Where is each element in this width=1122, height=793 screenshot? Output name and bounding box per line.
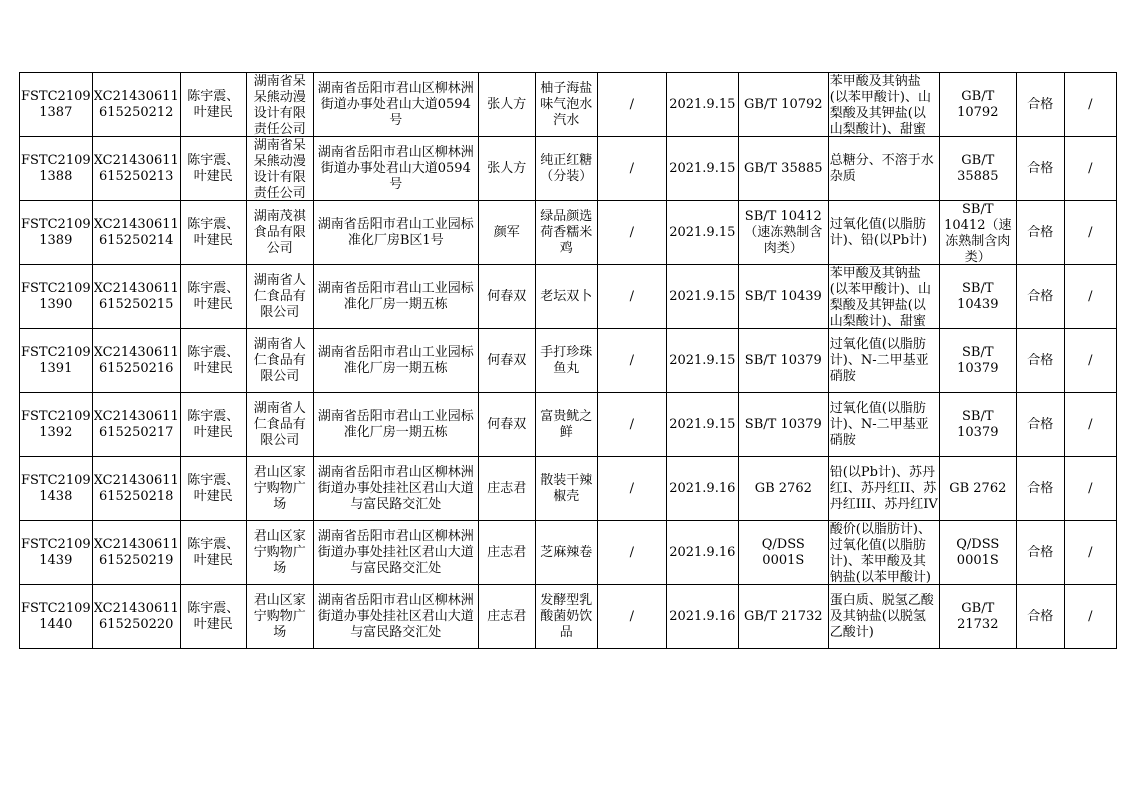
company-cell: [246, 585, 313, 649]
sample-id-text: FSTC2109 1389: [21, 216, 91, 248]
company-cell: [246, 393, 313, 457]
method-text: SB/T 10379: [957, 344, 999, 376]
sampler-cell: [180, 137, 246, 201]
address-text: 湖南省岳阳市君山区柳林洲街道办事处君山大道0594号: [317, 144, 474, 192]
date-cell: [666, 329, 738, 393]
result-text: 合格: [1027, 544, 1054, 560]
product-cell: [535, 201, 597, 265]
contact-text: 何春双: [487, 352, 527, 368]
standard-text: SB/T 10439: [744, 288, 822, 304]
remark-cell: [1064, 585, 1116, 649]
sampler-text: 陈宇震、 叶建民: [187, 152, 240, 184]
inspection-results-table: [19, 72, 1117, 649]
product-cell: [535, 329, 597, 393]
test-items-cell: [828, 137, 939, 201]
result-text: 合格: [1027, 224, 1054, 240]
sample-id-text: FSTC2109 1390: [21, 280, 91, 312]
test-items-text: 过氧化值(以脂肪计)、N-二甲基亚硝胺: [829, 400, 929, 448]
company-cell: [246, 329, 313, 393]
company-cell: [246, 457, 313, 521]
date-cell: [666, 393, 738, 457]
table-row: [20, 137, 1117, 201]
remark-text: /: [1088, 480, 1093, 496]
contact-cell: [478, 393, 535, 457]
spec-text: /: [629, 480, 634, 496]
date-cell: [666, 137, 738, 201]
date-text: 2021.9.15: [669, 352, 736, 368]
result-text: 合格: [1027, 416, 1054, 432]
standard-cell: [738, 137, 828, 201]
method-text: SB/T 10439: [957, 280, 999, 312]
task-id-text: XC21430611 615250219: [93, 536, 179, 568]
remark-text: /: [1088, 96, 1093, 112]
date-text: 2021.9.16: [669, 480, 736, 496]
task-id-cell: [92, 521, 180, 585]
date-cell: [666, 73, 738, 137]
standard-text: SB/T 10379: [744, 416, 822, 432]
product-cell: [535, 73, 597, 137]
standard-cell: [738, 521, 828, 585]
remark-cell: [1064, 137, 1116, 201]
method-cell: [939, 585, 1016, 649]
method-text: GB/T 10792: [957, 88, 999, 120]
standard-cell: [738, 329, 828, 393]
remark-text: /: [1088, 288, 1093, 304]
sample-id-cell: [20, 265, 93, 329]
remark-cell: [1064, 329, 1116, 393]
sample-id-text: FSTC2109 1439: [21, 536, 91, 568]
contact-text: 庄志君: [487, 608, 527, 624]
spec-cell: [597, 73, 666, 137]
task-id-cell: [92, 329, 180, 393]
spec-text: /: [629, 224, 634, 240]
table-row: [20, 201, 1117, 265]
task-id-text: XC21430611 615250218: [93, 472, 179, 504]
sampler-cell: [180, 393, 246, 457]
standard-cell: [738, 457, 828, 521]
address-text: 湖南省岳阳市君山工业园标准化厂房一期五栋: [317, 280, 474, 312]
address-text: 湖南省岳阳市君山区柳林洲街道办事处挂社区君山大道与富民路交汇处: [317, 464, 474, 512]
product-text: 手打珍珠鱼丸: [540, 344, 593, 376]
date-text: 2021.9.15: [669, 96, 736, 112]
contact-cell: [478, 585, 535, 649]
spec-cell: [597, 457, 666, 521]
test-items-cell: [828, 201, 939, 265]
sample-id-text: FSTC2109 1440: [21, 600, 91, 632]
task-id-text: XC21430611 615250213: [93, 152, 179, 184]
result-cell: [1016, 265, 1064, 329]
contact-text: 张人方: [487, 96, 527, 112]
method-text: Q/DSS 0001S: [956, 536, 1000, 568]
remark-text: /: [1088, 160, 1093, 176]
company-cell: [246, 73, 313, 137]
sample-id-cell: [20, 73, 93, 137]
spec-cell: [597, 265, 666, 329]
sampler-text: 陈宇震、 叶建民: [187, 536, 240, 568]
spec-cell: [597, 521, 666, 585]
company-text: 君山区家宁购物广场: [253, 464, 306, 512]
spec-text: /: [629, 160, 634, 176]
method-text: SB/T 10412（速冻熟制含肉类）: [944, 201, 1012, 264]
date-text: 2021.9.15: [669, 416, 736, 432]
company-cell: [246, 201, 313, 265]
sample-id-cell: [20, 585, 93, 649]
date-cell: [666, 201, 738, 265]
address-cell: [313, 457, 478, 521]
sampler-cell: [180, 201, 246, 265]
sample-id-text: FSTC2109 1387: [21, 88, 91, 120]
date-text: 2021.9.16: [669, 544, 736, 560]
sampler-cell: [180, 457, 246, 521]
sampler-cell: [180, 265, 246, 329]
result-cell: [1016, 457, 1064, 521]
result-cell: [1016, 329, 1064, 393]
standard-cell: [738, 265, 828, 329]
product-text: 散装干辣椒壳: [540, 472, 593, 504]
spec-text: /: [629, 288, 634, 304]
task-id-cell: [92, 265, 180, 329]
task-id-cell: [92, 457, 180, 521]
address-text: 湖南省岳阳市君山工业园标准化厂房一期五栋: [317, 408, 474, 440]
sampler-cell: [180, 585, 246, 649]
product-text: 芝麻辣卷: [540, 544, 593, 560]
spec-text: /: [629, 608, 634, 624]
address-cell: [313, 137, 478, 201]
spec-text: /: [629, 96, 634, 112]
company-cell: [246, 137, 313, 201]
spec-text: /: [629, 544, 634, 560]
date-text: 2021.9.16: [669, 608, 736, 624]
company-text: 君山区家宁购物广场: [253, 592, 306, 640]
task-id-cell: [92, 585, 180, 649]
remark-cell: [1064, 393, 1116, 457]
sampler-cell: [180, 329, 246, 393]
contact-text: 颜军: [493, 224, 520, 240]
test-items-text: 过氧化值(以脂肪计)、N-二甲基亚硝胺: [829, 336, 929, 384]
standard-text: Q/DSS 0001S: [761, 536, 805, 568]
product-text: 柚子海盐味气泡水汽水: [540, 80, 593, 128]
standard-cell: [738, 201, 828, 265]
result-text: 合格: [1027, 96, 1054, 112]
sampler-text: 陈宇震、 叶建民: [187, 216, 240, 248]
contact-cell: [478, 265, 535, 329]
sampler-text: 陈宇震、 叶建民: [187, 280, 240, 312]
contact-cell: [478, 457, 535, 521]
company-text: 湖南省呆呆熊动漫设计有限责任公司: [253, 137, 306, 200]
contact-cell: [478, 137, 535, 201]
table-row: [20, 265, 1117, 329]
date-cell: [666, 457, 738, 521]
method-cell: [939, 393, 1016, 457]
standard-text: GB/T 21732: [744, 608, 823, 624]
company-text: 湖南省人仁食品有限公司: [253, 336, 306, 384]
remark-text: /: [1088, 608, 1093, 624]
sampler-cell: [180, 73, 246, 137]
method-cell: [939, 329, 1016, 393]
address-text: 湖南省岳阳市君山区柳林洲街道办事处君山大道0594号: [317, 80, 474, 128]
result-cell: [1016, 73, 1064, 137]
standard-cell: [738, 585, 828, 649]
spec-cell: [597, 201, 666, 265]
company-text: 湖南茂祺食品有限公司: [253, 208, 306, 256]
spec-cell: [597, 137, 666, 201]
remark-text: /: [1088, 352, 1093, 368]
result-cell: [1016, 137, 1064, 201]
contact-cell: [478, 73, 535, 137]
task-id-cell: [92, 393, 180, 457]
address-cell: [313, 585, 478, 649]
test-items-text: 蛋白质、脱氢乙酸及其钠盐(以脱氢乙酸计): [829, 592, 934, 640]
sample-id-cell: [20, 201, 93, 265]
product-text: 绿品颜选荷香糯米鸡: [540, 208, 593, 256]
address-cell: [313, 265, 478, 329]
address-text: 湖南省岳阳市君山工业园标准化厂房一期五栋: [317, 344, 474, 376]
method-cell: [939, 137, 1016, 201]
sample-id-cell: [20, 329, 93, 393]
test-items-text: 过氧化值(以脂肪计)、铅(以Pb计): [829, 216, 928, 248]
test-items-cell: [828, 73, 939, 137]
result-text: 合格: [1027, 480, 1054, 496]
sample-id-cell: [20, 393, 93, 457]
result-text: 合格: [1027, 288, 1054, 304]
standard-cell: [738, 73, 828, 137]
spec-cell: [597, 393, 666, 457]
test-items-text: 苯甲酸及其钠盐(以苯甲酸计)、山梨酸及其钾盐(以山梨酸计)、甜蜜: [829, 73, 931, 136]
table-row: [20, 73, 1117, 137]
remark-cell: [1064, 73, 1116, 137]
address-text: 湖南省岳阳市君山区柳林洲街道办事处挂社区君山大道与富民路交汇处: [317, 592, 474, 640]
address-cell: [313, 521, 478, 585]
task-id-text: XC21430611 615250217: [93, 408, 179, 440]
sampler-text: 陈宇震、 叶建民: [187, 472, 240, 504]
remark-cell: [1064, 265, 1116, 329]
remark-cell: [1064, 201, 1116, 265]
table-row: [20, 521, 1117, 585]
task-id-text: XC21430611 615250215: [93, 280, 179, 312]
standard-text: GB/T 35885: [744, 160, 823, 176]
contact-cell: [478, 329, 535, 393]
date-cell: [666, 521, 738, 585]
company-text: 湖南省人仁食品有限公司: [253, 272, 306, 320]
task-id-text: XC21430611 615250216: [93, 344, 179, 376]
sampler-text: 陈宇震、 叶建民: [187, 344, 240, 376]
contact-text: 庄志君: [487, 480, 527, 496]
sampler-text: 陈宇震、 叶建民: [187, 600, 240, 632]
method-cell: [939, 265, 1016, 329]
test-items-cell: [828, 457, 939, 521]
standard-text: GB/T 10792: [744, 96, 823, 112]
product-cell: [535, 393, 597, 457]
test-items-text: 苯甲酸及其钠盐(以苯甲酸计)、山梨酸及其钾盐(以山梨酸计)、甜蜜: [829, 265, 931, 328]
task-id-text: XC21430611 615250220: [93, 600, 179, 632]
sampler-cell: [180, 521, 246, 585]
company-text: 君山区家宁购物广场: [253, 528, 306, 576]
sample-id-cell: [20, 137, 93, 201]
test-items-cell: [828, 521, 939, 585]
test-items-cell: [828, 585, 939, 649]
product-cell: [535, 137, 597, 201]
product-text: 纯正红糖（分装）: [540, 152, 593, 184]
product-cell: [535, 585, 597, 649]
task-id-cell: [92, 73, 180, 137]
contact-text: 何春双: [487, 288, 527, 304]
address-text: 湖南省岳阳市君山区柳林洲街道办事处挂社区君山大道与富民路交汇处: [317, 528, 474, 576]
result-cell: [1016, 585, 1064, 649]
task-id-text: XC21430611 615250214: [93, 216, 179, 248]
test-items-cell: [828, 393, 939, 457]
product-cell: [535, 521, 597, 585]
remark-cell: [1064, 521, 1116, 585]
address-cell: [313, 393, 478, 457]
method-text: GB/T 35885: [957, 152, 999, 184]
contact-cell: [478, 201, 535, 265]
sample-id-text: FSTC2109 1391: [21, 344, 91, 376]
company-text: 湖南省人仁食品有限公司: [253, 400, 306, 448]
standard-text: SB/T 10412（速冻熟制含肉类）: [744, 208, 823, 256]
product-text: 富贵鱿之鲜: [540, 408, 593, 440]
table-row: [20, 457, 1117, 521]
standard-cell: [738, 393, 828, 457]
spec-text: /: [629, 352, 634, 368]
remark-text: /: [1088, 416, 1093, 432]
company-text: 湖南省呆呆熊动漫设计有限责任公司: [253, 73, 306, 136]
task-id-cell: [92, 137, 180, 201]
method-cell: [939, 201, 1016, 265]
contact-text: 张人方: [487, 160, 527, 176]
method-cell: [939, 457, 1016, 521]
date-text: 2021.9.15: [669, 288, 736, 304]
company-cell: [246, 521, 313, 585]
task-id-cell: [92, 201, 180, 265]
address-cell: [313, 329, 478, 393]
sample-id-cell: [20, 457, 93, 521]
method-text: GB/T 21732: [957, 600, 999, 632]
sampler-text: 陈宇震、 叶建民: [187, 408, 240, 440]
spec-cell: [597, 329, 666, 393]
test-items-text: 总糖分、不溶于水杂质: [829, 152, 934, 184]
date-text: 2021.9.15: [669, 160, 736, 176]
address-cell: [313, 201, 478, 265]
company-cell: [246, 265, 313, 329]
test-items-text: 酸价(以脂肪计)、过氧化值(以脂肪计)、苯甲酸及其钠盐(以苯甲酸计): [829, 521, 931, 584]
product-cell: [535, 457, 597, 521]
result-cell: [1016, 393, 1064, 457]
result-cell: [1016, 201, 1064, 265]
test-items-cell: [828, 265, 939, 329]
product-text: 老坛双卜: [540, 288, 593, 304]
remark-text: /: [1088, 224, 1093, 240]
method-cell: [939, 73, 1016, 137]
table-row: [20, 393, 1117, 457]
sampler-text: 陈宇震、 叶建民: [187, 88, 240, 120]
method-cell: [939, 521, 1016, 585]
remark-text: /: [1088, 544, 1093, 560]
standard-text: SB/T 10379: [744, 352, 822, 368]
address-cell: [313, 73, 478, 137]
result-text: 合格: [1027, 160, 1054, 176]
standard-text: GB 2762: [754, 480, 812, 496]
address-text: 湖南省岳阳市君山工业园标准化厂房B区1号: [317, 216, 474, 248]
method-text: SB/T 10379: [957, 408, 999, 440]
date-text: 2021.9.15: [669, 224, 736, 240]
spec-cell: [597, 585, 666, 649]
sample-id-text: FSTC2109 1392: [21, 408, 91, 440]
product-text: 发酵型乳酸菌奶饮品: [540, 592, 593, 640]
remark-cell: [1064, 457, 1116, 521]
contact-text: 何春双: [487, 416, 527, 432]
spec-text: /: [629, 416, 634, 432]
contact-text: 庄志君: [487, 544, 527, 560]
method-text: GB 2762: [949, 480, 1007, 496]
date-cell: [666, 585, 738, 649]
sample-id-text: FSTC2109 1438: [21, 472, 91, 504]
test-items-cell: [828, 329, 939, 393]
task-id-text: XC21430611 615250212: [93, 88, 179, 120]
test-items-text: 铅(以Pb计)、苏丹红I、苏丹红II、苏丹红III、苏丹红IV: [829, 464, 938, 512]
contact-cell: [478, 521, 535, 585]
sample-id-cell: [20, 521, 93, 585]
result-cell: [1016, 521, 1064, 585]
product-cell: [535, 265, 597, 329]
table-row: [20, 585, 1117, 649]
table-row: [20, 329, 1117, 393]
result-text: 合格: [1027, 352, 1054, 368]
sample-id-text: FSTC2109 1388: [21, 152, 91, 184]
result-text: 合格: [1027, 608, 1054, 624]
date-cell: [666, 265, 738, 329]
